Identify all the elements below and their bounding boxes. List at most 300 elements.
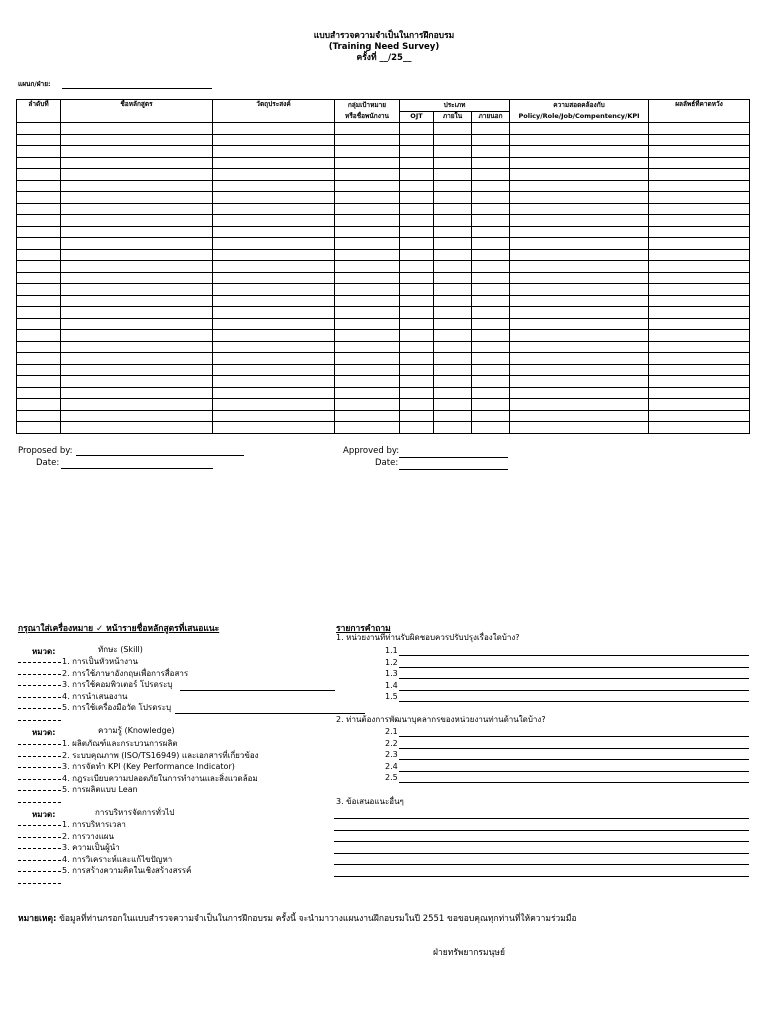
cell-objective[interactable] <box>213 249 335 261</box>
checkbox-line[interactable] <box>18 767 61 768</box>
cell-alignment[interactable] <box>510 134 649 146</box>
cell-course[interactable] <box>61 376 213 388</box>
cell-no[interactable] <box>17 387 61 399</box>
cell-no[interactable] <box>17 341 61 353</box>
cell-ojt[interactable] <box>400 226 434 238</box>
cell-target[interactable] <box>335 318 400 330</box>
cell-ojt[interactable] <box>400 169 434 181</box>
cell-target[interactable] <box>335 307 400 319</box>
cell-ojt[interactable] <box>400 238 434 250</box>
cell-objective[interactable] <box>213 295 335 307</box>
cell-alignment[interactable] <box>510 307 649 319</box>
cell-alignment[interactable] <box>510 376 649 388</box>
answer-line[interactable] <box>399 759 749 760</box>
cell-ojt[interactable] <box>400 422 434 434</box>
cell-no[interactable] <box>17 134 61 146</box>
cell-objective[interactable] <box>213 364 335 376</box>
cell-alignment[interactable] <box>510 330 649 342</box>
cell-expected[interactable] <box>649 169 750 181</box>
checkbox-line[interactable] <box>18 871 61 872</box>
cell-alignment[interactable] <box>510 364 649 376</box>
cell-expected[interactable] <box>649 410 750 422</box>
cell-objective[interactable] <box>213 399 335 411</box>
cell-external[interactable] <box>472 318 510 330</box>
cell-internal[interactable] <box>434 410 472 422</box>
checkbox-line[interactable] <box>18 756 61 757</box>
cell-no[interactable] <box>17 238 61 250</box>
cell-no[interactable] <box>17 399 61 411</box>
cell-no[interactable] <box>17 249 61 261</box>
cell-expected[interactable] <box>649 203 750 215</box>
cell-objective[interactable] <box>213 192 335 204</box>
cell-objective[interactable] <box>213 261 335 273</box>
cell-objective[interactable] <box>213 376 335 388</box>
cell-ojt[interactable] <box>400 387 434 399</box>
cell-target[interactable] <box>335 387 400 399</box>
cell-course[interactable] <box>61 295 213 307</box>
cell-external[interactable] <box>472 261 510 273</box>
cell-target[interactable] <box>335 215 400 227</box>
table-row <box>17 192 750 204</box>
cell-alignment[interactable] <box>510 123 649 135</box>
cell-no[interactable] <box>17 364 61 376</box>
cell-ojt[interactable] <box>400 157 434 169</box>
course-option: 4. กฎระเบียบความปลอดภัยในการทำงานและสิ่งแวดล้อม <box>62 773 258 783</box>
cell-ojt[interactable] <box>400 134 434 146</box>
cell-expected[interactable] <box>649 364 750 376</box>
cell-internal[interactable] <box>434 422 472 434</box>
cell-alignment[interactable] <box>510 249 649 261</box>
answer-line[interactable] <box>399 701 749 702</box>
cell-course[interactable] <box>61 134 213 146</box>
checkbox-line[interactable] <box>18 685 61 686</box>
cell-objective[interactable] <box>213 422 335 434</box>
cell-target[interactable] <box>335 169 400 181</box>
cell-expected[interactable] <box>649 226 750 238</box>
cell-course[interactable] <box>61 353 213 365</box>
cell-target[interactable] <box>335 261 400 273</box>
cell-ojt[interactable] <box>400 272 434 284</box>
cell-no[interactable] <box>17 123 61 135</box>
cell-internal[interactable] <box>434 146 472 158</box>
cell-course[interactable] <box>61 226 213 238</box>
cell-internal[interactable] <box>434 341 472 353</box>
checkbox-line[interactable] <box>18 790 61 791</box>
cell-expected[interactable] <box>649 341 750 353</box>
course-option: 5. การสร้างความคิดในเชิงสร้างสรรค์ <box>62 866 192 876</box>
cell-target[interactable] <box>335 399 400 411</box>
specify-field[interactable] <box>180 690 335 691</box>
cell-ojt[interactable] <box>400 376 434 388</box>
cell-alignment[interactable] <box>510 422 649 434</box>
cell-objective[interactable] <box>213 226 335 238</box>
cell-internal[interactable] <box>434 226 472 238</box>
cell-ojt[interactable] <box>400 215 434 227</box>
cell-target[interactable] <box>335 226 400 238</box>
cell-expected[interactable] <box>649 353 750 365</box>
cell-expected[interactable] <box>649 215 750 227</box>
table-row <box>17 341 750 353</box>
course-option: 3. การใช้คอมพิวเตอร์ โปรดระบุ <box>62 680 173 690</box>
cell-internal[interactable] <box>434 192 472 204</box>
cell-objective[interactable] <box>213 330 335 342</box>
cell-objective[interactable] <box>213 307 335 319</box>
cell-ojt[interactable] <box>400 353 434 365</box>
cell-internal[interactable] <box>434 203 472 215</box>
cell-internal[interactable] <box>434 376 472 388</box>
cell-target[interactable] <box>335 203 400 215</box>
cell-objective[interactable] <box>213 318 335 330</box>
cell-course[interactable] <box>61 307 213 319</box>
cell-alignment[interactable] <box>510 180 649 192</box>
cell-course[interactable] <box>61 261 213 273</box>
answer-line[interactable] <box>399 782 749 783</box>
cell-course[interactable] <box>61 399 213 411</box>
checkbox-line[interactable] <box>18 860 61 861</box>
cell-alignment[interactable] <box>510 410 649 422</box>
cell-target[interactable] <box>335 238 400 250</box>
cell-course[interactable] <box>61 364 213 376</box>
cell-expected[interactable] <box>649 330 750 342</box>
cell-external[interactable] <box>472 146 510 158</box>
cell-expected[interactable] <box>649 387 750 399</box>
checkbox-line[interactable] <box>18 744 61 745</box>
cell-objective[interactable] <box>213 215 335 227</box>
cell-course[interactable] <box>61 422 213 434</box>
cell-no[interactable] <box>17 318 61 330</box>
cell-expected[interactable] <box>649 134 750 146</box>
cell-internal[interactable] <box>434 134 472 146</box>
cell-target[interactable] <box>335 272 400 284</box>
cell-objective[interactable] <box>213 157 335 169</box>
suggestion-line[interactable] <box>334 876 749 877</box>
answer-line[interactable] <box>399 667 749 668</box>
suggestion-line[interactable] <box>334 830 749 831</box>
cell-expected[interactable] <box>649 261 750 273</box>
cell-objective[interactable] <box>213 284 335 296</box>
cell-expected[interactable] <box>649 295 750 307</box>
cell-objective[interactable] <box>213 353 335 365</box>
table-row <box>17 422 750 434</box>
cell-external[interactable] <box>472 410 510 422</box>
cell-objective[interactable] <box>213 410 335 422</box>
cell-course[interactable] <box>61 410 213 422</box>
suggestion-line[interactable] <box>334 864 749 865</box>
cell-external[interactable] <box>472 387 510 399</box>
cell-ojt[interactable] <box>400 295 434 307</box>
cell-target[interactable] <box>335 146 400 158</box>
cell-ojt[interactable] <box>400 123 434 135</box>
cell-ojt[interactable] <box>400 410 434 422</box>
cell-alignment[interactable] <box>510 238 649 250</box>
cell-expected[interactable] <box>649 157 750 169</box>
proposed-date-field[interactable] <box>61 468 213 469</box>
cell-internal[interactable] <box>434 180 472 192</box>
cell-target[interactable] <box>335 180 400 192</box>
cell-target[interactable] <box>335 123 400 135</box>
cell-ojt[interactable] <box>400 146 434 158</box>
cell-course[interactable] <box>61 272 213 284</box>
cell-no[interactable] <box>17 157 61 169</box>
cell-external[interactable] <box>472 295 510 307</box>
checkbox-line[interactable] <box>18 708 61 709</box>
cell-expected[interactable] <box>649 180 750 192</box>
answer-line[interactable] <box>399 678 749 679</box>
cell-external[interactable] <box>472 272 510 284</box>
cell-ojt[interactable] <box>400 399 434 411</box>
cell-alignment[interactable] <box>510 146 649 158</box>
cell-expected[interactable] <box>649 307 750 319</box>
cell-internal[interactable] <box>434 157 472 169</box>
cell-external[interactable] <box>472 422 510 434</box>
cell-external[interactable] <box>472 134 510 146</box>
cell-target[interactable] <box>335 376 400 388</box>
cell-ojt[interactable] <box>400 318 434 330</box>
cell-internal[interactable] <box>434 399 472 411</box>
cell-target[interactable] <box>335 249 400 261</box>
department-field[interactable] <box>62 88 212 89</box>
table-row <box>17 295 750 307</box>
table-row <box>17 238 750 250</box>
cell-target[interactable] <box>335 330 400 342</box>
footer-note-label: หมายเหตุ: <box>18 914 57 924</box>
cell-target[interactable] <box>335 364 400 376</box>
cell-objective[interactable] <box>213 272 335 284</box>
cell-internal[interactable] <box>434 123 472 135</box>
cell-no[interactable] <box>17 180 61 192</box>
checkbox-line[interactable] <box>18 848 61 849</box>
course-option: 3. ความเป็นผู้นำ <box>62 843 120 853</box>
cell-external[interactable] <box>472 215 510 227</box>
cell-objective[interactable] <box>213 134 335 146</box>
cell-alignment[interactable] <box>510 387 649 399</box>
suggestion-line[interactable] <box>334 853 749 854</box>
cell-alignment[interactable] <box>510 272 649 284</box>
cell-expected[interactable] <box>649 376 750 388</box>
cell-ojt[interactable] <box>400 203 434 215</box>
checkbox-line[interactable] <box>18 883 61 884</box>
answer-line[interactable] <box>399 655 749 656</box>
cell-no[interactable] <box>17 192 61 204</box>
cell-alignment[interactable] <box>510 192 649 204</box>
answer-line[interactable] <box>399 771 749 772</box>
cell-external[interactable] <box>472 123 510 135</box>
cell-objective[interactable] <box>213 146 335 158</box>
cell-internal[interactable] <box>434 272 472 284</box>
cell-objective[interactable] <box>213 387 335 399</box>
course-option: 2. ระบบคุณภาพ (ISO/TS16949) และเอกสารที่เกี่ยวข้อง <box>62 750 259 760</box>
cell-ojt[interactable] <box>400 330 434 342</box>
checkbox-line[interactable] <box>18 720 61 721</box>
cell-external[interactable] <box>472 341 510 353</box>
cell-external[interactable] <box>472 192 510 204</box>
cell-no[interactable] <box>17 353 61 365</box>
cell-alignment[interactable] <box>510 226 649 238</box>
table-row <box>17 261 750 273</box>
cell-course[interactable] <box>61 284 213 296</box>
cell-internal[interactable] <box>434 364 472 376</box>
cell-objective[interactable] <box>213 123 335 135</box>
cell-internal[interactable] <box>434 318 472 330</box>
cell-no[interactable] <box>17 422 61 434</box>
cell-target[interactable] <box>335 192 400 204</box>
approved-date-label: Date: <box>375 458 399 468</box>
cell-internal[interactable] <box>434 284 472 296</box>
cell-target[interactable] <box>335 341 400 353</box>
cell-no[interactable] <box>17 203 61 215</box>
cell-no[interactable] <box>17 169 61 181</box>
cell-alignment[interactable] <box>510 157 649 169</box>
cell-no[interactable] <box>17 307 61 319</box>
cell-internal[interactable] <box>434 330 472 342</box>
cell-no[interactable] <box>17 226 61 238</box>
cell-expected[interactable] <box>649 399 750 411</box>
suggestion-line[interactable] <box>334 818 749 819</box>
cell-course[interactable] <box>61 330 213 342</box>
cell-alignment[interactable] <box>510 318 649 330</box>
cell-target[interactable] <box>335 134 400 146</box>
cell-expected[interactable] <box>649 146 750 158</box>
col-external: ภายนอก <box>472 111 510 123</box>
cell-no[interactable] <box>17 284 61 296</box>
cell-alignment[interactable] <box>510 353 649 365</box>
cell-ojt[interactable] <box>400 180 434 192</box>
cell-no[interactable] <box>17 295 61 307</box>
cell-course[interactable] <box>61 123 213 135</box>
cell-target[interactable] <box>335 157 400 169</box>
cell-expected[interactable] <box>649 318 750 330</box>
cell-external[interactable] <box>472 157 510 169</box>
cell-objective[interactable] <box>213 169 335 181</box>
answer-line[interactable] <box>399 736 749 737</box>
cell-no[interactable] <box>17 261 61 273</box>
cell-external[interactable] <box>472 169 510 181</box>
cell-objective[interactable] <box>213 180 335 192</box>
cell-no[interactable] <box>17 410 61 422</box>
cell-alignment[interactable] <box>510 203 649 215</box>
cell-external[interactable] <box>472 180 510 192</box>
cell-target[interactable] <box>335 422 400 434</box>
cell-internal[interactable] <box>434 387 472 399</box>
cell-alignment[interactable] <box>510 261 649 273</box>
cell-internal[interactable] <box>434 261 472 273</box>
cell-ojt[interactable] <box>400 192 434 204</box>
cell-target[interactable] <box>335 353 400 365</box>
cell-course[interactable] <box>61 180 213 192</box>
cell-ojt[interactable] <box>400 364 434 376</box>
cell-alignment[interactable] <box>510 284 649 296</box>
cell-course[interactable] <box>61 192 213 204</box>
cell-expected[interactable] <box>649 123 750 135</box>
cell-course[interactable] <box>61 215 213 227</box>
cell-expected[interactable] <box>649 422 750 434</box>
cell-course[interactable] <box>61 238 213 250</box>
cell-no[interactable] <box>17 146 61 158</box>
checkbox-line[interactable] <box>18 779 61 780</box>
cell-ojt[interactable] <box>400 341 434 353</box>
approved-by-field[interactable] <box>399 457 508 458</box>
answer-line[interactable] <box>399 748 749 749</box>
checkbox-line[interactable] <box>18 802 61 803</box>
cell-ojt[interactable] <box>400 249 434 261</box>
cell-no[interactable] <box>17 272 61 284</box>
cell-internal[interactable] <box>434 249 472 261</box>
cell-external[interactable] <box>472 284 510 296</box>
cell-ojt[interactable] <box>400 307 434 319</box>
cell-expected[interactable] <box>649 192 750 204</box>
cell-expected[interactable] <box>649 284 750 296</box>
cell-internal[interactable] <box>434 353 472 365</box>
cell-alignment[interactable] <box>510 169 649 181</box>
cell-expected[interactable] <box>649 272 750 284</box>
cell-alignment[interactable] <box>510 399 649 411</box>
cell-course[interactable] <box>61 387 213 399</box>
checkbox-line[interactable] <box>18 837 61 838</box>
cell-course[interactable] <box>61 169 213 181</box>
cell-internal[interactable] <box>434 307 472 319</box>
question-1: 1. หน่วยงานที่ท่านรับผิดชอบควรปรับปรุงเรื่องใดบ้าง? <box>336 633 520 642</box>
cell-external[interactable] <box>472 249 510 261</box>
cell-external[interactable] <box>472 376 510 388</box>
cell-expected[interactable] <box>649 249 750 261</box>
cell-objective[interactable] <box>213 203 335 215</box>
checkbox-line[interactable] <box>18 674 61 675</box>
cell-target[interactable] <box>335 284 400 296</box>
proposed-by-field[interactable] <box>76 455 244 456</box>
cell-external[interactable] <box>472 364 510 376</box>
cell-external[interactable] <box>472 238 510 250</box>
cell-internal[interactable] <box>434 295 472 307</box>
cell-external[interactable] <box>472 353 510 365</box>
cell-alignment[interactable] <box>510 295 649 307</box>
cell-external[interactable] <box>472 330 510 342</box>
cell-external[interactable] <box>472 226 510 238</box>
cell-alignment[interactable] <box>510 215 649 227</box>
cell-course[interactable] <box>61 341 213 353</box>
cell-course[interactable] <box>61 203 213 215</box>
cell-ojt[interactable] <box>400 284 434 296</box>
cell-internal[interactable] <box>434 169 472 181</box>
cell-no[interactable] <box>17 215 61 227</box>
suggestion-line[interactable] <box>334 841 749 842</box>
cell-external[interactable] <box>472 399 510 411</box>
cell-objective[interactable] <box>213 341 335 353</box>
cell-external[interactable] <box>472 203 510 215</box>
cell-ojt[interactable] <box>400 261 434 273</box>
cell-no[interactable] <box>17 330 61 342</box>
checkbox-line[interactable] <box>18 697 61 698</box>
cell-target[interactable] <box>335 295 400 307</box>
cell-objective[interactable] <box>213 238 335 250</box>
approved-date-field[interactable] <box>399 469 508 470</box>
cell-external[interactable] <box>472 307 510 319</box>
cell-course[interactable] <box>61 157 213 169</box>
checkbox-line[interactable] <box>18 825 61 826</box>
cell-course[interactable] <box>61 146 213 158</box>
cell-course[interactable] <box>61 318 213 330</box>
col-alignment: ความสอดคล้องกับ <box>510 100 649 112</box>
cell-expected[interactable] <box>649 238 750 250</box>
cell-course[interactable] <box>61 249 213 261</box>
training-need-table <box>16 99 750 434</box>
cell-target[interactable] <box>335 410 400 422</box>
cell-internal[interactable] <box>434 238 472 250</box>
cell-alignment[interactable] <box>510 341 649 353</box>
cell-no[interactable] <box>17 376 61 388</box>
cell-internal[interactable] <box>434 215 472 227</box>
answer-line[interactable] <box>399 690 749 691</box>
checkbox-line[interactable] <box>18 662 61 663</box>
